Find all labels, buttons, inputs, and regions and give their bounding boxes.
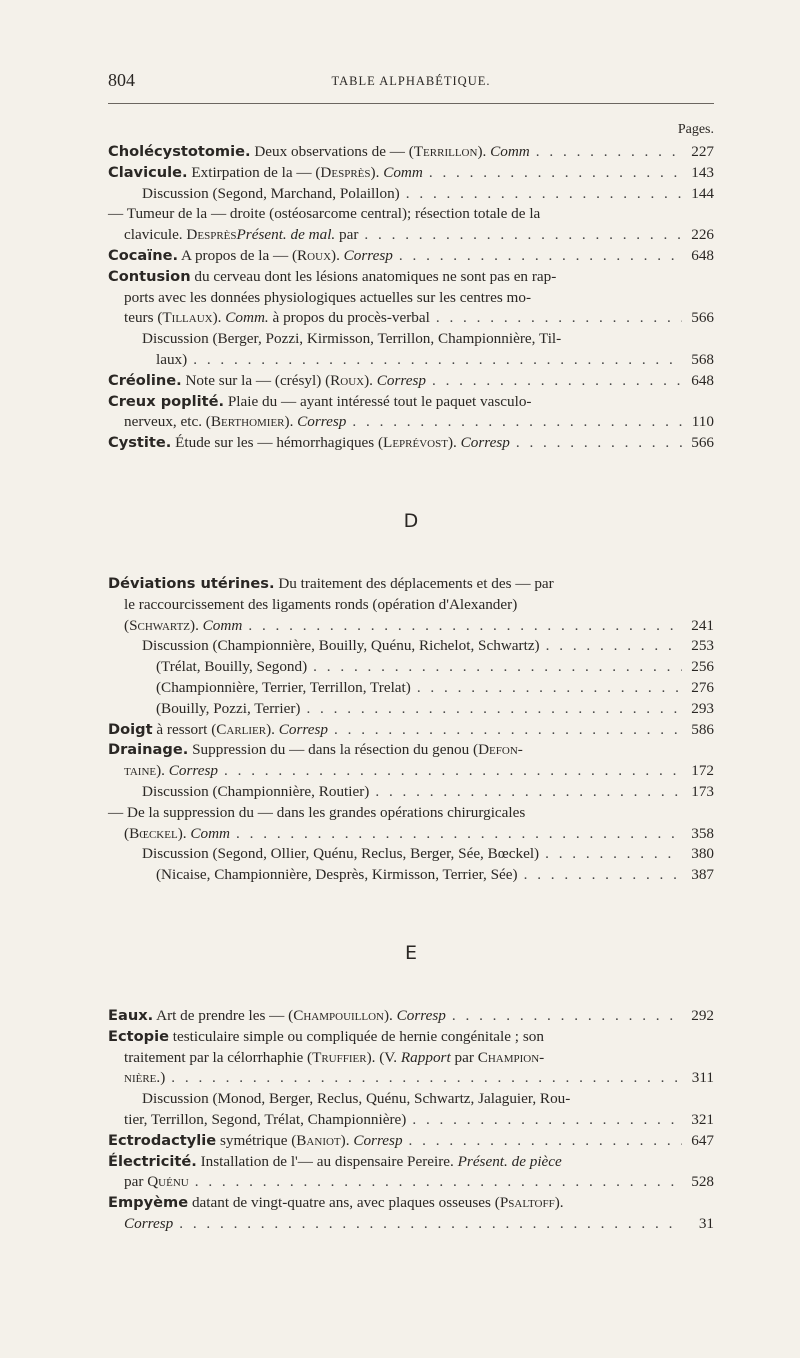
entry-line bbox=[108, 1131, 714, 1152]
entry-line bbox=[108, 433, 714, 454]
index-entry bbox=[108, 1152, 714, 1194]
index-entry bbox=[108, 1006, 714, 1027]
entry-line bbox=[108, 412, 714, 433]
dot-leader bbox=[306, 699, 682, 720]
entry-headword: Clavicule. bbox=[108, 163, 188, 181]
dot-leader bbox=[195, 1172, 682, 1193]
entry-description: nerveux, etc. ( bbox=[124, 413, 211, 431]
pages-column-label: Pages. bbox=[677, 122, 714, 137]
entry-text bbox=[108, 204, 540, 225]
author-name: Roux bbox=[330, 371, 365, 389]
entry-line bbox=[108, 204, 714, 225]
entry-punctuation: ). bbox=[284, 413, 298, 431]
page-reference: 648 bbox=[691, 246, 714, 264]
page-reference: 311 bbox=[691, 1069, 714, 1087]
page-reference: 293 bbox=[691, 699, 714, 717]
entry-text bbox=[108, 371, 426, 392]
entry-line bbox=[108, 350, 714, 371]
entry-text bbox=[108, 1193, 564, 1214]
dot-leader bbox=[417, 678, 682, 699]
entry-description: — Tumeur de la — droite (ostéosarcome central); résection totale de la bbox=[108, 205, 541, 223]
entry-text bbox=[142, 184, 400, 205]
entry-line bbox=[108, 1006, 714, 1027]
dot-leader bbox=[224, 761, 682, 782]
entry-type: Présent. de mal. bbox=[236, 226, 336, 244]
index-entry bbox=[108, 142, 714, 163]
entry-punctuation: ). bbox=[477, 143, 491, 160]
entry-description: traitement par la célorrhaphie ( bbox=[124, 1048, 313, 1066]
dot-leader bbox=[352, 412, 682, 433]
entry-line bbox=[108, 163, 714, 184]
author-name: Desprès bbox=[320, 163, 371, 181]
entry-type: Rapport bbox=[400, 1048, 451, 1066]
entry-line bbox=[108, 678, 714, 699]
entry-punctuation: ). bbox=[554, 1194, 564, 1212]
entry-text bbox=[108, 1027, 544, 1048]
entry-text bbox=[108, 1131, 403, 1152]
author-name: nière bbox=[124, 1069, 157, 1087]
dot-leader bbox=[429, 163, 682, 184]
dot-leader bbox=[399, 246, 682, 267]
entry-description: datant de vingt-quatre ans, avec plaques osseuses ( bbox=[188, 1194, 500, 1212]
entry-description: tier, Terrillon, Segond, Trélat, Championnière) bbox=[124, 1110, 407, 1128]
entry-description: testiculaire simple ou compliquée de hernie congénitale ; son bbox=[168, 1027, 544, 1045]
section-c-entries bbox=[108, 142, 714, 454]
dot-leader bbox=[409, 1131, 682, 1152]
entry-description: teurs ( bbox=[124, 309, 163, 327]
entry-headword: Drainage. bbox=[108, 741, 189, 759]
entry-text bbox=[124, 1068, 165, 1089]
author-name: Desprès bbox=[186, 226, 237, 244]
entry-punctuation: ). bbox=[364, 371, 377, 389]
entry-line bbox=[108, 616, 714, 637]
entry-description: Étude sur les — hémorrhagiques ( bbox=[171, 434, 384, 452]
page-reference: 528 bbox=[691, 1173, 714, 1191]
author-name: Defon- bbox=[478, 741, 523, 759]
page-reference: 256 bbox=[691, 658, 714, 676]
entry-line bbox=[108, 865, 714, 886]
entry-text bbox=[142, 1089, 570, 1110]
entry-line bbox=[108, 1172, 714, 1193]
entry-type: Corresp bbox=[168, 762, 218, 780]
entry-punctuation: ). bbox=[340, 1131, 354, 1149]
entry-description: (Trélat, Bouilly, Segond) bbox=[156, 658, 308, 676]
entry-line bbox=[108, 184, 714, 205]
entry-headword: Creux poplité. bbox=[108, 392, 225, 410]
entry-text bbox=[142, 636, 540, 657]
author-name: Schwartz bbox=[129, 616, 191, 634]
entry-line bbox=[108, 1110, 714, 1131]
index-entry bbox=[108, 720, 714, 741]
entry-description: (Championnière, Terrier, Terrillon, Trelat) bbox=[156, 678, 411, 696]
entry-description: symétrique ( bbox=[216, 1131, 297, 1149]
entry-text bbox=[124, 1048, 544, 1069]
entry-text bbox=[108, 1006, 446, 1027]
entry-line bbox=[108, 657, 714, 678]
page-reference: 647 bbox=[691, 1131, 714, 1149]
entry-headword: Eaux. bbox=[108, 1007, 154, 1024]
entry-description: Du traitement des déplacements et des — par bbox=[274, 575, 554, 592]
entry-description: le raccourcissement des ligaments ronds (opération d'Alexander) bbox=[124, 595, 518, 613]
dot-leader bbox=[546, 636, 682, 657]
entry-text bbox=[124, 1172, 189, 1193]
entry-type: Corresp bbox=[353, 1131, 403, 1149]
entry-text bbox=[124, 1214, 173, 1235]
entry-type: Comm bbox=[490, 143, 530, 160]
entry-line bbox=[108, 844, 714, 865]
author-name: Tillaux bbox=[162, 309, 213, 327]
page-reference: 292 bbox=[691, 1007, 714, 1024]
page-reference: 110 bbox=[691, 413, 714, 431]
entry-text bbox=[108, 803, 525, 824]
entry-type: Corresp bbox=[376, 371, 426, 389]
entry-description: Extirpation de la — ( bbox=[187, 163, 321, 181]
entry-text bbox=[108, 246, 393, 267]
header-rule bbox=[108, 103, 714, 104]
running-title: TABLE ALPHABÉTIQUE. bbox=[331, 74, 491, 88]
page-reference: 566 bbox=[691, 434, 714, 452]
entry-punctuation: ). bbox=[447, 434, 461, 452]
section-d-entries bbox=[108, 574, 714, 886]
entry-description: laux) bbox=[156, 350, 188, 368]
entry-text bbox=[142, 329, 561, 350]
entry-type: Comm bbox=[202, 616, 243, 634]
entry-text bbox=[124, 595, 517, 616]
page-reference: 144 bbox=[691, 184, 714, 202]
dot-leader bbox=[545, 844, 682, 865]
entry-description: Art de prendre les — ( bbox=[153, 1007, 294, 1024]
dot-leader bbox=[516, 433, 682, 454]
entry-description: du cerveau dont les lésions anatomiques ne sont pas en rap- bbox=[190, 267, 557, 285]
entry-description: Discussion (Championnière, Bouilly, Quénu, Richelot, Schwartz) bbox=[142, 637, 540, 655]
dot-leader bbox=[436, 308, 682, 329]
entry-description: A propos de la — ( bbox=[178, 246, 298, 264]
entry-headword: Électricité. bbox=[108, 1152, 197, 1170]
index-entry bbox=[108, 1193, 714, 1235]
index-entry bbox=[108, 433, 714, 454]
entry-text bbox=[108, 720, 328, 741]
page-reference: 143 bbox=[691, 163, 714, 181]
entry-text bbox=[108, 163, 423, 184]
entry-type: Corresp bbox=[343, 246, 393, 264]
index-entry bbox=[108, 163, 714, 246]
entry-punctuation: ). bbox=[177, 824, 191, 842]
page-reference: 380 bbox=[691, 845, 714, 863]
page-reference: 227 bbox=[691, 143, 714, 160]
entry-description: par bbox=[450, 1048, 478, 1066]
dot-leader bbox=[375, 782, 682, 803]
dot-leader bbox=[179, 1214, 682, 1235]
entry-type: Corresp bbox=[396, 1007, 446, 1024]
entry-text bbox=[124, 288, 531, 309]
entry-line bbox=[108, 246, 714, 267]
entry-text bbox=[108, 574, 554, 595]
entry-description: ( bbox=[124, 824, 130, 842]
letter-heading-d: D bbox=[403, 510, 419, 532]
dot-leader bbox=[524, 865, 682, 886]
entry-line bbox=[108, 392, 714, 413]
entry-text bbox=[156, 699, 300, 720]
entry-description: Discussion (Championnière, Routier) bbox=[142, 782, 370, 800]
entry-line bbox=[108, 720, 714, 741]
entry-headword: Cholécystotomie. bbox=[108, 143, 251, 160]
entry-type: Corresp bbox=[297, 413, 347, 431]
dot-leader bbox=[236, 824, 682, 845]
entry-text bbox=[124, 1110, 406, 1131]
author-name: Truffier bbox=[312, 1048, 367, 1066]
entry-headword: Créoline. bbox=[108, 371, 182, 389]
entry-punctuation: ). bbox=[212, 309, 226, 327]
author-name: taine bbox=[124, 762, 157, 780]
entry-description: Plaie du — ayant intéressé tout le paquet vasculo- bbox=[224, 392, 532, 410]
page-header bbox=[108, 70, 714, 94]
entry-line bbox=[108, 1068, 714, 1089]
entry-description: à propos du procès-verbal bbox=[268, 309, 430, 327]
entry-punctuation: .) bbox=[156, 1069, 166, 1087]
page-number: 804 bbox=[108, 70, 135, 90]
entry-headword: Contusion bbox=[108, 267, 191, 285]
page-reference: 586 bbox=[691, 720, 714, 738]
entry-text bbox=[108, 142, 530, 163]
author-name: Bœckel bbox=[129, 824, 178, 842]
entry-line bbox=[108, 1214, 714, 1235]
page-reference: 358 bbox=[691, 824, 714, 842]
entry-description: clavicule. bbox=[124, 226, 187, 244]
entry-description: Discussion (Monod, Berger, Reclus, Quénu, Schwartz, Jalaguier, Rou- bbox=[142, 1090, 571, 1108]
index-entry bbox=[108, 371, 714, 392]
entry-description: ( bbox=[124, 616, 130, 634]
page-reference: 568 bbox=[691, 350, 714, 368]
entry-headword: Doigt bbox=[108, 720, 153, 738]
entry-text bbox=[156, 865, 518, 886]
entry-line bbox=[108, 371, 714, 392]
entry-text bbox=[156, 350, 187, 371]
entry-text bbox=[108, 392, 532, 413]
page-reference: 226 bbox=[691, 226, 714, 244]
entry-type: Corresp bbox=[124, 1214, 174, 1232]
entry-description: Discussion (Segond, Marchand, Polaillon) bbox=[142, 184, 400, 202]
dot-leader bbox=[536, 142, 682, 163]
entry-punctuation: ). bbox=[190, 616, 203, 634]
author-name: Terrillon bbox=[413, 143, 478, 160]
author-name: Baniot bbox=[296, 1131, 341, 1149]
page-reference: 387 bbox=[691, 866, 714, 884]
entry-line bbox=[108, 329, 714, 350]
entry-punctuation: ). bbox=[370, 163, 384, 181]
index-entry bbox=[108, 392, 714, 434]
entry-line bbox=[108, 142, 714, 163]
letter-heading-e: E bbox=[404, 942, 417, 964]
entry-text bbox=[156, 678, 411, 699]
page-reference: 31 bbox=[698, 1214, 714, 1232]
entry-type: Corresp bbox=[460, 434, 510, 452]
dot-leader bbox=[248, 616, 682, 637]
entry-line bbox=[108, 761, 714, 782]
page-reference: 566 bbox=[691, 309, 714, 327]
entry-headword: Empyème bbox=[108, 1194, 189, 1212]
entry-headword: Cocaïne. bbox=[108, 246, 179, 264]
dot-leader bbox=[193, 350, 682, 371]
entry-punctuation: ). bbox=[266, 720, 279, 738]
index-entry bbox=[108, 1027, 714, 1131]
page-reference: 253 bbox=[691, 637, 714, 655]
entry-line bbox=[108, 1193, 714, 1214]
entry-line bbox=[108, 636, 714, 657]
entry-description: Note sur la — (crésyl) ( bbox=[181, 371, 331, 389]
entry-description: (Nicaise, Championnière, Desprès, Kirmisson, Terrier, Sée) bbox=[156, 866, 518, 884]
author-name: Roux bbox=[297, 246, 332, 264]
entry-description: par bbox=[124, 1173, 148, 1191]
index-entry bbox=[108, 574, 714, 720]
entry-headword: Cystite. bbox=[108, 434, 172, 452]
entry-description: — De la suppression du — dans les grandes opérations chirurgicales bbox=[108, 803, 526, 821]
entry-line bbox=[108, 267, 714, 288]
dot-leader bbox=[334, 720, 682, 741]
entry-line bbox=[108, 699, 714, 720]
entry-description: par bbox=[335, 226, 359, 244]
entry-text bbox=[124, 824, 230, 845]
entry-line bbox=[108, 1048, 714, 1069]
dot-leader bbox=[406, 184, 682, 205]
entry-type: Corresp bbox=[278, 720, 329, 738]
entry-text bbox=[156, 657, 307, 678]
entry-type: Présent. de pièce bbox=[457, 1152, 562, 1170]
entry-headword: Déviations utérines. bbox=[108, 575, 275, 592]
index-entry bbox=[108, 1131, 714, 1152]
page-reference: 276 bbox=[691, 678, 714, 696]
entry-punctuation: ). bbox=[156, 762, 169, 780]
author-name: Champion- bbox=[477, 1048, 545, 1066]
entry-description: Discussion (Berger, Pozzi, Kirmisson, Terrillon, Championnière, Til- bbox=[142, 330, 562, 348]
entry-headword: Ectrodactylie bbox=[108, 1131, 217, 1149]
dot-leader bbox=[452, 1006, 682, 1027]
index-entry bbox=[108, 267, 714, 371]
entry-line bbox=[108, 782, 714, 803]
entry-text bbox=[108, 433, 510, 454]
author-name: Carlier bbox=[216, 720, 267, 738]
entry-line bbox=[108, 740, 714, 761]
author-name: Leprévost bbox=[383, 434, 448, 452]
index-entry bbox=[108, 740, 714, 886]
entry-type: Comm bbox=[190, 824, 231, 842]
entry-text bbox=[124, 225, 358, 246]
entry-text bbox=[124, 761, 218, 782]
section-e-entries bbox=[108, 1006, 714, 1235]
entry-line bbox=[108, 595, 714, 616]
entry-description: Installation de l'— au dispensaire Pereire. bbox=[196, 1152, 458, 1170]
entry-type: Comm bbox=[383, 163, 423, 181]
index-entry bbox=[108, 246, 714, 267]
entry-line bbox=[108, 1027, 714, 1048]
dot-leader bbox=[432, 371, 682, 392]
author-name: Berthomier bbox=[210, 413, 285, 431]
page-reference: 173 bbox=[691, 782, 714, 800]
page-reference: 241 bbox=[691, 616, 714, 634]
entry-line bbox=[108, 308, 714, 329]
dot-leader bbox=[364, 225, 682, 246]
entry-description: Deux observations de — ( bbox=[250, 143, 414, 160]
entry-punctuation: ). bbox=[384, 1007, 397, 1024]
entry-text bbox=[124, 308, 430, 329]
entry-text bbox=[108, 740, 523, 761]
page-reference: 172 bbox=[691, 762, 714, 780]
entry-text bbox=[124, 412, 346, 433]
entry-text bbox=[142, 844, 539, 865]
author-name: Psaltoff bbox=[499, 1194, 555, 1212]
dot-leader bbox=[313, 657, 682, 678]
author-name: Champouillon bbox=[293, 1007, 384, 1024]
author-name: Quénu bbox=[147, 1173, 189, 1191]
dot-leader bbox=[412, 1110, 682, 1131]
entry-text bbox=[108, 1152, 562, 1173]
entry-description: (Bouilly, Pozzi, Terrier) bbox=[156, 699, 301, 717]
entry-punctuation: ). bbox=[331, 246, 344, 264]
entry-line bbox=[108, 288, 714, 309]
entry-line bbox=[108, 574, 714, 595]
entry-line bbox=[108, 1152, 714, 1173]
entry-line bbox=[108, 824, 714, 845]
entry-text bbox=[142, 782, 369, 803]
entry-text bbox=[124, 616, 242, 637]
entry-description: Suppression du — dans la résection du genou ( bbox=[188, 741, 479, 759]
entry-line bbox=[108, 225, 714, 246]
page-reference: 648 bbox=[691, 371, 714, 389]
entry-description: à ressort ( bbox=[152, 720, 217, 738]
entry-description: Discussion (Segond, Ollier, Quénu, Reclus, Berger, Sée, Bœckel) bbox=[142, 845, 540, 863]
entry-line bbox=[108, 803, 714, 824]
dot-leader bbox=[171, 1068, 682, 1089]
entry-type: Comm. bbox=[225, 309, 269, 327]
entry-text bbox=[108, 267, 556, 288]
entry-headword: Ectopie bbox=[108, 1027, 169, 1045]
page-reference: 321 bbox=[691, 1110, 714, 1128]
entry-line bbox=[108, 1089, 714, 1110]
entry-punctuation: ). (V. bbox=[366, 1048, 401, 1066]
entry-description: ports avec les données physiologiques actuelles sur les centres mo- bbox=[124, 288, 531, 306]
